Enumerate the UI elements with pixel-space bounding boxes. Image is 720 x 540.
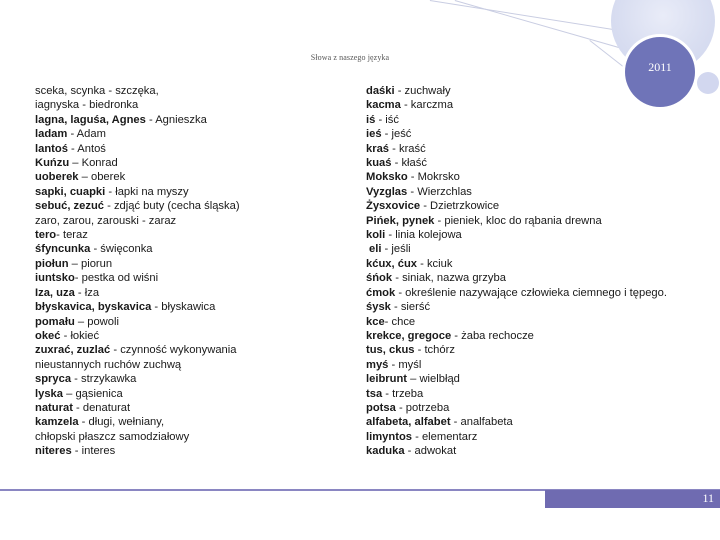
glossary-definition: - określenie nazywające człowieka ciemnego i tępego.	[395, 286, 667, 299]
glossary-definition: - iść	[375, 113, 399, 126]
glossary-definition: - pestka od wiśni	[74, 272, 159, 285]
glossary-definition: - Agnieszka	[145, 113, 207, 126]
glossary-entry	[35, 415, 345, 429]
glossary-term: iś	[366, 113, 376, 126]
glossary-entry	[35, 387, 345, 401]
glossary-entry	[35, 199, 345, 213]
glossary-definition: - długi, wełniany,	[78, 416, 165, 429]
glossary-definition: nieustannych ruchów zuchwą	[35, 358, 182, 371]
glossary-entry	[366, 170, 706, 184]
glossary-entry	[366, 271, 706, 285]
glossary-entry	[366, 257, 706, 271]
page-number: 11	[702, 491, 714, 505]
glossary-definition: zaro, zarou, zarouski - zaraz	[35, 214, 177, 227]
glossary-term: zuxrać, zuzlać	[35, 344, 111, 357]
glossary-definition: sceka, scynka - szczęka,	[35, 85, 159, 97]
glossary-entry	[35, 257, 345, 271]
glossary-term: niteres	[35, 445, 72, 458]
glossary-term: Moksko	[366, 171, 408, 184]
glossary-definition: - karczma	[400, 99, 454, 112]
glossary-term: śńok	[366, 272, 393, 285]
glossary-entry	[35, 329, 345, 343]
glossary-term: błyskavica, byskavica	[35, 301, 152, 314]
glossary-right-column	[366, 84, 706, 459]
glossary-entry	[366, 387, 706, 401]
glossary-definition: - Wierzchlas	[407, 185, 472, 198]
glossary-term: spryca	[35, 373, 72, 386]
glossary-term: Żysxovice	[366, 200, 421, 213]
glossary-entry	[366, 329, 706, 343]
glossary-term: daśki	[366, 85, 395, 97]
glossary-definition: – piorun	[68, 257, 113, 270]
glossary-entry	[366, 415, 706, 429]
glossary-definition: - święconka	[90, 243, 153, 256]
glossary-definition: - łokieć	[60, 329, 100, 342]
glossary-term: leibrunt	[366, 373, 408, 386]
glossary-entry	[35, 401, 345, 415]
glossary-left-column	[35, 84, 345, 459]
glossary-term: tsa	[366, 387, 383, 400]
glossary-definition: - zdjąć buty (cecha śląska)	[104, 200, 240, 213]
glossary-entry	[366, 242, 706, 256]
glossary-definition: – Konrad	[69, 157, 118, 170]
glossary-entry	[366, 343, 706, 357]
glossary-definition: - błyskawica	[151, 301, 216, 314]
glossary-term: Iza, uza	[35, 286, 75, 299]
slide-title: Słowa z naszego języka	[310, 53, 390, 62]
glossary-definition: - czynność wykonywania	[110, 344, 237, 357]
glossary-definition: chłopski płaszcz samodziałowy	[35, 430, 190, 443]
glossary-definition: - sierść	[390, 301, 431, 314]
glossary-definition: - jeść	[381, 128, 412, 141]
glossary-definition: iagnyska - biedronka	[35, 99, 139, 112]
glossary-definition: - interes	[71, 445, 116, 458]
glossary-definition: - Antoś	[67, 142, 106, 155]
glossary-entry	[366, 372, 706, 386]
glossary-definition: - myśl	[388, 358, 422, 371]
glossary-definition: - potrzeba	[395, 401, 450, 414]
glossary-term: kce	[366, 315, 385, 328]
glossary-entry	[366, 84, 706, 98]
glossary-entry	[366, 300, 706, 314]
glossary-term: Pińek, pynek	[366, 214, 435, 227]
year-label: 2011	[648, 60, 672, 74]
glossary-entry	[35, 113, 345, 127]
glossary-entry	[35, 242, 345, 256]
glossary-entry	[35, 430, 345, 444]
glossary-definition: - łza	[74, 286, 100, 299]
glossary-entry	[366, 401, 706, 415]
glossary-definition: - denaturat	[72, 401, 131, 414]
glossary-entry	[35, 156, 345, 170]
glossary-term: kćux, ćux	[366, 257, 417, 270]
glossary-definition: - zuchwały	[394, 85, 451, 97]
glossary-entry	[366, 185, 706, 199]
glossary-definition: - siniak, nazwa grzyba	[392, 272, 506, 285]
glossary-term: piołun	[35, 257, 69, 270]
glossary-term: kamzela	[35, 416, 79, 429]
glossary-definition: - kłaść	[391, 157, 427, 170]
glossary-entry	[35, 286, 345, 300]
glossary-term: alfabeta, alfabet	[366, 416, 451, 429]
glossary-entry	[366, 444, 706, 458]
glossary-term: potsa	[366, 401, 396, 414]
glossary-term: tus, ckus	[366, 344, 415, 357]
glossary-definition: - pieniek, kloc do rąbania drewna	[434, 214, 602, 227]
glossary-term: kacma	[366, 99, 401, 112]
glossary-definition: - kciuk	[417, 257, 453, 270]
glossary-entry	[35, 358, 345, 372]
glossary-entry	[35, 271, 345, 285]
glossary-entry	[366, 98, 706, 112]
glossary-term: okeć	[35, 329, 61, 342]
glossary-definition: – oberek	[78, 171, 126, 184]
glossary-definition: - Dzietrzkowice	[420, 200, 500, 213]
glossary-entry	[366, 113, 706, 127]
glossary-entry	[366, 127, 706, 141]
glossary-definition: - Adam	[67, 128, 106, 141]
page-number-bar	[545, 490, 720, 508]
glossary-definition: - strzykawka	[71, 373, 137, 386]
glossary-term: koli	[366, 229, 386, 242]
glossary-definition: - kraść	[389, 142, 426, 155]
glossary-term: krekce, gregoce	[366, 329, 452, 342]
glossary-entry	[35, 372, 345, 386]
glossary-definition: - trzeba	[382, 387, 424, 400]
glossary-entry	[366, 286, 706, 300]
glossary-definition: - tchórz	[414, 344, 455, 357]
glossary-entry	[366, 156, 706, 170]
glossary-term: limyntos	[366, 430, 413, 443]
glossary-definition: - adwokat	[404, 445, 457, 458]
glossary-term: kaduka	[366, 445, 405, 458]
glossary-definition: - elementarz	[412, 430, 478, 443]
glossary-term: tero	[35, 229, 57, 242]
glossary-entry	[35, 98, 345, 112]
glossary-entry	[366, 214, 706, 228]
glossary-entry	[366, 430, 706, 444]
glossary-term: uoberek	[35, 171, 79, 184]
glossary-term: Vyzglas	[366, 185, 408, 198]
glossary-entry	[35, 185, 345, 199]
glossary-definition: - żaba rechocze	[451, 329, 534, 342]
glossary-term: kuaś	[366, 157, 392, 170]
glossary-term: śfyncunka	[35, 243, 91, 256]
glossary-entry	[35, 214, 345, 228]
glossary-term: kraś	[366, 142, 390, 155]
glossary-definition: – gąsienica	[63, 387, 123, 400]
glossary-term: ieś	[366, 128, 382, 141]
glossary-term: lyska	[35, 387, 63, 400]
glossary-definition: - Mokrsko	[407, 171, 460, 184]
glossary-term: ćmok	[366, 286, 396, 299]
glossary-term: naturat	[35, 401, 73, 414]
glossary-entry	[366, 358, 706, 372]
glossary-entry	[35, 315, 345, 329]
glossary-term: sapki, cuapki	[35, 185, 106, 198]
glossary-term: iuntsko	[35, 272, 75, 285]
glossary-term: lantoś	[35, 142, 68, 155]
glossary-entry	[35, 228, 345, 242]
glossary-definition: – wielbłąd	[407, 373, 460, 386]
glossary-entry	[366, 199, 706, 213]
glossary-entry	[366, 142, 706, 156]
glossary-definition: - jeśli	[381, 243, 411, 256]
glossary-term: sebuć, zezuć	[35, 200, 105, 213]
glossary-entry	[35, 300, 345, 314]
glossary-definition: - chce	[384, 315, 416, 328]
glossary-term: eli	[369, 243, 382, 256]
glossary-entry	[35, 142, 345, 156]
glossary-term: ladam	[35, 128, 68, 141]
glossary-definition: - teraz	[56, 229, 88, 242]
glossary-entry	[35, 170, 345, 184]
glossary-entry	[366, 228, 706, 242]
glossary-entry	[35, 84, 345, 98]
glossary-term: Kuńzu	[35, 157, 70, 170]
glossary-term: pomału	[35, 315, 75, 328]
glossary-definition: - łapki na myszy	[105, 185, 189, 198]
glossary-definition: - linia kolejowa	[385, 229, 462, 242]
glossary-term: śysk	[366, 301, 391, 314]
glossary-definition: - analfabeta	[450, 416, 513, 429]
glossary-entry	[35, 127, 345, 141]
glossary-entry	[35, 444, 345, 458]
glossary-term: myś	[366, 358, 389, 371]
glossary-entry	[366, 315, 706, 329]
glossary-definition: – powoli	[74, 315, 119, 328]
glossary-term: lagna, laguśa, Agnes	[35, 113, 146, 126]
glossary-entry	[35, 343, 345, 357]
